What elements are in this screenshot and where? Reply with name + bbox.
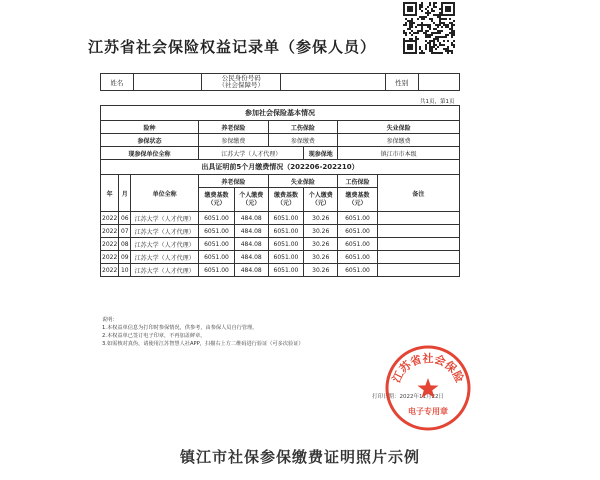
image-caption: 镇江市社保参保缴费证明照片示例: [179, 448, 420, 466]
note-line: 2.本权益单已签订电子印章，不再加盖鲜章。: [102, 333, 206, 339]
col-year: 年: [101, 175, 119, 212]
insurance-table: [100, 105, 460, 277]
status-unemployment: 参保缴费: [338, 134, 460, 147]
seal-top-text: 江苏省社会保险: [389, 352, 467, 385]
seal-bottom-text: 电子专用章: [408, 407, 448, 416]
col-pension: 养老保险: [199, 175, 268, 188]
type-pension: 养老保险: [199, 121, 268, 134]
qr-code[interactable]: [401, 0, 457, 56]
print-date: 打印日期：2022年11月22日: [372, 394, 444, 400]
sub-unemp-base: 缴费基数（元）: [268, 188, 304, 212]
name-label: 姓名: [101, 74, 134, 91]
document-title: 江苏省社会保险权益记录单（参保人员）: [88, 38, 377, 56]
id-value: [281, 74, 386, 91]
col-unemployment: 失业保险: [268, 175, 338, 188]
current-place-label: 现参保地: [304, 147, 338, 160]
current-unit-value: 江苏大学（人才代理）: [199, 147, 304, 160]
sub-unemp-personal: 个人缴费（元）: [304, 188, 338, 212]
notes-heading: 说明：: [102, 317, 118, 323]
insurance-type-label: 险种: [101, 121, 199, 134]
table-row: 2022 09 江苏大学（人才代理） 6051.00 484.08 6051.00 30.26 6051.00: [101, 251, 460, 264]
col-unit: 单位全称: [131, 175, 199, 212]
notes: [102, 316, 304, 348]
participation-section-title: 参加社会保险基本情况: [101, 106, 460, 121]
table-row: 2022 08 江苏大学（人才代理） 6051.00 484.08 6051.00 30.26 6051.00: [101, 238, 460, 251]
table-row: 2022 07 江苏大学（人才代理） 6051.00 484.08 6051.00 30.26 6051.00: [101, 225, 460, 238]
id-label: 公民身份号码 （社会保障号）: [202, 74, 281, 91]
current-place-value: 镇江市市本级: [338, 147, 460, 160]
gender-value: [418, 74, 459, 91]
page-count: 共1页，第1页: [420, 99, 455, 105]
col-remarks: 备注: [377, 175, 459, 212]
status-label: 参保状态: [101, 134, 199, 147]
payments-section-title: 出具证明前5个月缴费情况（202206-202210）: [101, 160, 460, 175]
status-injury: 参保缴费: [268, 134, 338, 147]
gender-label: 性别: [385, 74, 418, 91]
col-month: 月: [119, 175, 131, 212]
electronic-seal-stamp: [384, 344, 472, 432]
col-injury: 工伤保险: [338, 175, 378, 188]
sub-pension-base: 缴费基数（元）: [199, 188, 235, 212]
status-pension: 参保缴费: [199, 134, 268, 147]
table-row: 2022 10 江苏大学（人才代理） 6051.00 484.08 6051.00 30.26 6051.00: [101, 264, 460, 277]
note-line: 3.如需核对真伪，请使用江苏智慧人社APP，扫描右上方二维码进行验证（可多次验证）: [102, 341, 304, 347]
current-unit-label: 现参保单位全称: [101, 147, 199, 160]
type-unemployment: 失业保险: [338, 121, 460, 134]
table-row: 2022 06 江苏大学（人才代理） 6051.00 484.08 6051.00 30.26 6051.00: [101, 212, 460, 225]
identity-table: [100, 73, 460, 91]
sub-injury-base: 缴费基数（元）: [338, 188, 378, 212]
sub-pension-personal: 个人缴费（元）: [234, 188, 268, 212]
star-icon: [418, 378, 439, 398]
name-value: [133, 74, 202, 91]
note-line: 1.本权益单信息为打印时参保情况，供参考，由参保人员自行管理。: [102, 325, 258, 331]
type-injury: 工伤保险: [268, 121, 338, 134]
